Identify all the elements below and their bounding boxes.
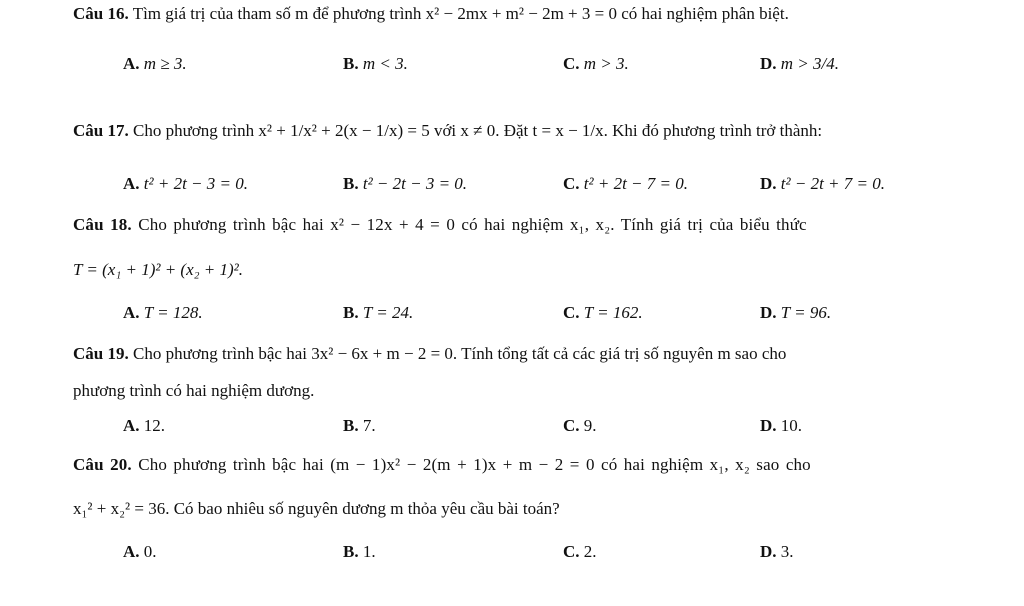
option-key: D.	[760, 54, 777, 73]
option-text: T = 96.	[780, 303, 832, 322]
question-17-option-b[interactable]	[343, 174, 467, 194]
option-key: B.	[343, 542, 359, 561]
question-19-option-c[interactable]	[563, 416, 597, 436]
option-text: m ≥ 3.	[143, 54, 187, 73]
question-19-option-b[interactable]	[343, 416, 376, 436]
option-key: C.	[563, 542, 580, 561]
question-19-label: Câu 19.	[73, 344, 129, 363]
option-text: 12.	[143, 416, 166, 435]
option-key: C.	[563, 416, 580, 435]
question-19-stem-line-1	[73, 344, 786, 364]
question-18-stem-line-2	[73, 260, 243, 280]
question-19-option-d[interactable]	[760, 416, 802, 436]
question-20-option-a[interactable]	[123, 542, 157, 562]
option-text: t² − 2t + 7 = 0.	[780, 174, 885, 193]
option-text: 2.	[583, 542, 597, 561]
question-17-stem-text: Cho phương trình x² + 1/x² + 2(x − 1/x) = 5 với x ≠ 0. Đặt t = x − 1/x. Khi đó phương trình trở thành:	[132, 121, 823, 140]
question-16-label: Câu 16.	[73, 4, 129, 23]
question-16-option-c[interactable]	[563, 54, 629, 74]
option-key: D.	[760, 174, 777, 193]
option-key: C.	[563, 54, 580, 73]
option-key: B.	[343, 303, 359, 322]
question-20-stem-text: Cho phương trình bậc hai (m − 1)x² − 2(m + 1)x + m − 2 = 0 có hai nghiệm x₁, x₂ sao cho	[138, 455, 811, 474]
option-text: t² + 2t − 7 = 0.	[583, 174, 688, 193]
option-text: 3.	[780, 542, 794, 561]
question-19-option-a[interactable]	[123, 416, 165, 436]
question-18-label: Câu 18.	[73, 215, 132, 234]
question-18-stem-formula: T = (x₁ + 1)² + (x₂ + 1)².	[73, 260, 244, 279]
question-16-option-d[interactable]	[760, 54, 839, 74]
option-key: D.	[760, 542, 777, 561]
option-text: m > 3/4.	[780, 54, 840, 73]
question-20-stem-line-1	[73, 455, 811, 475]
question-18-option-d[interactable]	[760, 303, 831, 323]
option-text: 7.	[362, 416, 376, 435]
question-18-option-c[interactable]	[563, 303, 643, 323]
option-text: 9.	[583, 416, 597, 435]
question-16-stem-text: Tìm giá trị của tham số m để phương trình x² − 2mx + m² − 2m + 3 = 0 có hai nghiệm phân biệt.	[132, 4, 789, 23]
option-text: T = 162.	[583, 303, 643, 322]
question-17-option-d[interactable]	[760, 174, 885, 194]
option-key: A.	[123, 54, 140, 73]
question-20-label: Câu 20.	[73, 455, 132, 474]
question-17-option-c[interactable]	[563, 174, 688, 194]
question-18-stem-line-1	[73, 215, 807, 235]
option-key: B.	[343, 174, 359, 193]
option-key: B.	[343, 54, 359, 73]
option-key: C.	[563, 303, 580, 322]
option-text: T = 24.	[362, 303, 414, 322]
option-text: t² − 2t − 3 = 0.	[362, 174, 468, 193]
question-18-option-b[interactable]	[343, 303, 413, 323]
question-20-option-c[interactable]	[563, 542, 597, 562]
option-text: 10.	[780, 416, 803, 435]
question-20-option-d[interactable]	[760, 542, 794, 562]
option-key: A.	[123, 303, 140, 322]
option-text: 1.	[362, 542, 376, 561]
question-18-option-a[interactable]	[123, 303, 203, 323]
option-key: A.	[123, 542, 140, 561]
option-text: 0.	[143, 542, 157, 561]
question-20-stem-text-2: x₁² + x₂² = 36. Có bao nhiêu số nguyên dương m thỏa yêu cầu bài toán?	[73, 499, 560, 518]
option-text: m > 3.	[583, 54, 629, 73]
question-17-label: Câu 17.	[73, 121, 129, 140]
question-16-option-b[interactable]	[343, 54, 408, 74]
question-20-stem-line-2	[73, 499, 560, 519]
option-key: A.	[123, 416, 140, 435]
question-18-stem-text: Cho phương trình bậc hai x² − 12x + 4 = 0 có hai nghiệm x₁, x₂. Tính giá trị của biểu thức	[138, 215, 807, 234]
option-key: C.	[563, 174, 580, 193]
option-key: D.	[760, 416, 777, 435]
question-19-stem-line-2	[73, 381, 314, 401]
question-17-stem-line-1	[73, 121, 822, 141]
option-text: m < 3.	[362, 54, 408, 73]
option-key: D.	[760, 303, 777, 322]
question-19-stem-text: Cho phương trình bậc hai 3x² − 6x + m − 2 = 0. Tính tổng tất cả các giá trị số nguyên m sao cho	[132, 344, 787, 363]
option-key: B.	[343, 416, 359, 435]
question-17-option-a[interactable]	[123, 174, 248, 194]
question-20-option-b[interactable]	[343, 542, 376, 562]
question-16-stem-line-1	[73, 4, 789, 24]
option-text: T = 128.	[143, 303, 203, 322]
option-key: A.	[123, 174, 140, 193]
question-16-option-a[interactable]	[123, 54, 187, 74]
option-text: t² + 2t − 3 = 0.	[143, 174, 248, 193]
question-19-stem-text-2: phương trình có hai nghiệm dương.	[73, 381, 315, 400]
